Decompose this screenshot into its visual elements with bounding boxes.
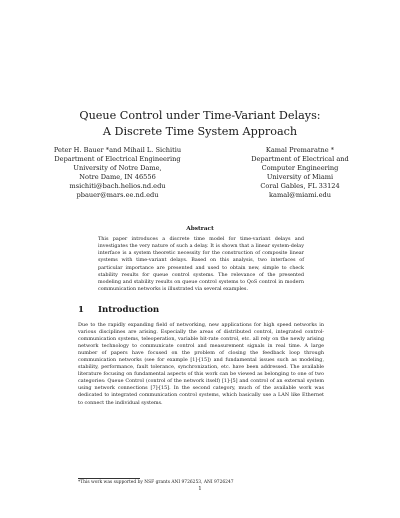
page-number: 1 <box>198 486 202 492</box>
author-email: kamal@miami.edu <box>269 190 331 199</box>
author-block-notre-dame <box>30 146 205 199</box>
author-department: Department of Electrical and <box>251 154 349 163</box>
author-institution: University of Notre Dame, <box>73 163 162 172</box>
author-email: pbauer@mars.ee.nd.edu <box>76 190 159 199</box>
author-names: Peter H. Bauer *and Mihail L. Sichitiu <box>53 146 182 154</box>
author-email: msichiti@bach.helios.nd.edu <box>69 181 166 190</box>
section-body: Due to the rapidly expanding field of networking, new applications for high speed networks in various disciplines are arising. Especially the areas of distributed control, integrated control-communication systems, teleoperation, variable bit-rate control, etc. all rely on the newly arising network technology to communicate control and measurement signals in real time. A large number of papers have focused on the problem of closing the feedback loop through communication networks (see for example [1]-[15]) and fundamental issues such as modeling, stability, performance, fault tolerance, synchronization, etc. have been addressed. The available literature focusing on fundamental aspects of this work can be viewed as belonging to one of two categories: Queue Control (control of the network itself) [1]-[5] and control of an external system using network connections [7]-[15]. In the second category, much of the available work was dedicated to integrated communication control systems, which basically use a LAN like Ethernet to connect the individual systems. <box>78 322 324 406</box>
footnote: *This work was supported by NSF grants ANI 9726253, ANI 9726247 <box>78 480 234 485</box>
abstract-body: This paper introduces a discrete time model for time-variant delays and investigates the very nature of such a delay. It is shown that a linear system-delay interface is a system theoretic necessity for the construction of composite linear systems with time-variant delays. Based on this analysis, two interfaces of particular importance are presented and used to obtain new, simple to check stability results for queue control systems. The relevance of the presented modeling and stability results on queue control systems to QoS control in modern communication networks is illustrated via several examples. <box>98 236 304 293</box>
author-department: Department of Electrical Engineering <box>54 154 181 163</box>
section-heading <box>78 305 159 315</box>
title-line-2: A Discrete Time System Approach <box>102 124 298 138</box>
title-line-1: Queue Control under Time-Variant Delays: <box>79 109 321 122</box>
abstract-heading: Abstract <box>186 226 214 232</box>
author-names: Kamal Premaratne * <box>265 146 335 154</box>
section-title: Introduction <box>97 305 160 315</box>
author-institution: University of Miami <box>266 172 334 181</box>
author-block-miami <box>230 146 370 199</box>
footnote-divider <box>78 478 140 479</box>
paper-title <box>60 108 340 139</box>
author-address: Coral Gables, FL 33124 <box>260 181 340 190</box>
author-address: Notre Dame, IN 46556 <box>79 172 156 181</box>
author-department: Computer Engineering <box>261 163 339 172</box>
author-section <box>30 146 370 199</box>
section-number: 1 <box>78 305 84 315</box>
